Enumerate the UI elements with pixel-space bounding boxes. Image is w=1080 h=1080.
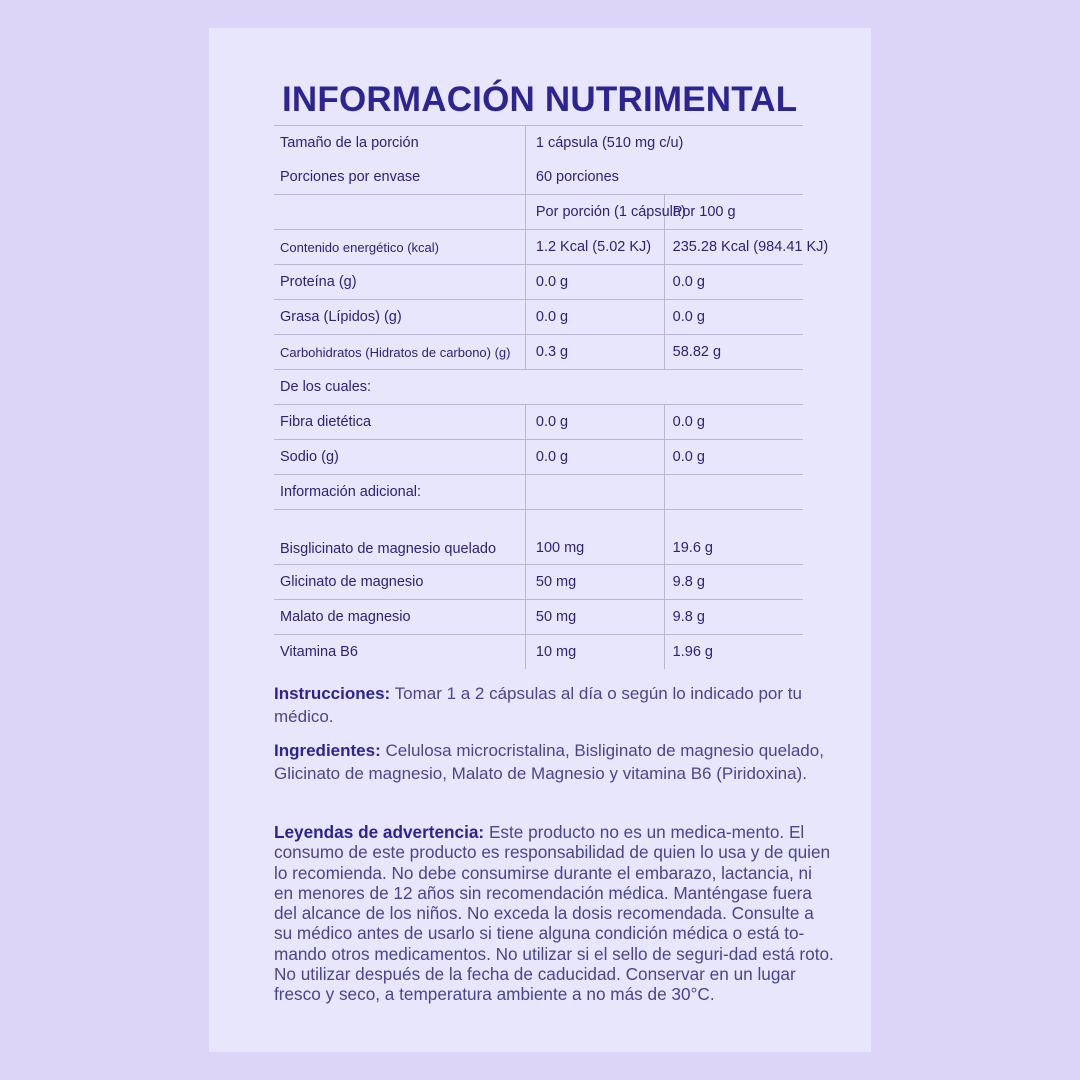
row-per-serving: 0.0 g: [525, 300, 664, 335]
table-row: [274, 510, 803, 565]
table-row: [274, 440, 803, 475]
table-row: [274, 475, 803, 510]
row-label: Fibra dietética: [274, 405, 525, 440]
serving-size-value: 1 cápsula (510 mg c/u): [525, 126, 803, 161]
table-row: [274, 405, 803, 440]
row-per-serving: 0.0 g: [525, 405, 664, 440]
table-row: [274, 300, 803, 335]
instructions-text: Tomar 1 a 2 cápsulas al día o según lo indicado por tu médico.: [274, 684, 802, 726]
row-label: Carbohidratos (Hidratos de carbono) (g): [274, 335, 525, 370]
row-per-serving: 100 mg: [525, 510, 664, 565]
table-row: [274, 160, 803, 195]
additional-info-label: Información adicional:: [274, 475, 525, 510]
row-label: Sodio (g): [274, 440, 525, 475]
table-row: [274, 265, 803, 300]
ingredients-paragraph: [274, 739, 834, 785]
row-per-serving: 0.3 g: [525, 335, 664, 370]
row-label: Malato de magnesio: [274, 600, 525, 635]
row-label: Grasa (Lípidos) (g): [274, 300, 525, 335]
table-row: [274, 230, 803, 265]
column-header-per-100g: Por 100 g: [664, 195, 803, 230]
nutrition-table: [274, 125, 829, 669]
table-row: [274, 370, 803, 405]
table-header-empty: [274, 195, 525, 230]
row-per-100g: 19.6 g: [664, 510, 803, 565]
ingredients-label: Ingredientes:: [274, 741, 381, 760]
table-row: [274, 635, 803, 670]
empty-cell: [664, 475, 803, 510]
row-per-100g: 0.0 g: [664, 440, 803, 475]
instructions-paragraph: [274, 682, 834, 728]
warnings-label: Leyendas de advertencia:: [274, 822, 485, 842]
row-per-serving: 10 mg: [525, 635, 664, 670]
serving-size-label: Tamaño de la porción: [274, 126, 525, 161]
row-per-100g: 0.0 g: [664, 265, 803, 300]
row-label: Contenido energético (kcal): [274, 230, 525, 265]
servings-per-container-label: Porciones por envase: [280, 169, 421, 185]
row-per-serving: 1.2 Kcal (5.02 KJ): [525, 230, 664, 265]
table-row: [274, 335, 803, 370]
warnings-text: Este producto no es un medica-mento. El consumo de este producto es responsabilidad de quien lo usa y de quien lo recomienda. No debe consumirse durante el embarazo, lactancia, ni en menores de 12 años sin recomendación médica. Manténgase fuera del alcance de los niños. No exceda la dosis recomendada. Consulte a su médico antes de usarlo si tiene alguna condición médica o está to-mando otros medicamentos. No utilizar si el sello de seguri-dad está roto. No utilizar después de la fecha de caducidad. Conservar en un lugar fresco y seco, a temperatura ambiente a no más de 30°C.: [274, 822, 834, 1005]
row-per-100g: 0.0 g: [664, 300, 803, 335]
row-per-100g: 9.8 g: [664, 565, 803, 600]
row-per-serving: 50 mg: [525, 600, 664, 635]
row-label: Proteína (g): [274, 265, 525, 300]
servings-per-container-value: 60 porciones: [525, 160, 803, 195]
ingredients-text: Celulosa microcristalina, Bisliginato de magnesio quelado, Glicinato de magnesio, Malato de Magnesio y vitamina B6 (Piridoxina).: [274, 741, 824, 783]
table-header-row: [274, 195, 803, 230]
empty-cell: [525, 475, 664, 510]
instructions-label: Instrucciones:: [274, 684, 391, 703]
row-per-100g: 0.0 g: [664, 405, 803, 440]
page-title: INFORMACIÓN NUTRIMENTAL: [282, 80, 798, 119]
row-per-serving: 0.0 g: [525, 440, 664, 475]
of-which-label: De los cuales:: [274, 370, 803, 405]
row-label: Bisglicinato de magnesio quelado: [274, 510, 525, 565]
row-per-100g: 58.82 g: [664, 335, 803, 370]
table-row: [274, 600, 803, 635]
row-per-serving: 50 mg: [525, 565, 664, 600]
row-per-100g: 9.8 g: [664, 600, 803, 635]
row-label: Vitamina B6: [274, 635, 525, 670]
warnings-paragraph: [274, 822, 834, 1005]
column-header-per-serving: Por porción (1 cápsula): [525, 195, 664, 230]
row-per-serving: 0.0 g: [525, 265, 664, 300]
row-label: Glicinato de magnesio: [274, 565, 525, 600]
row-per-100g: 1.96 g: [664, 635, 803, 670]
table-row: [274, 565, 803, 600]
table-row: [274, 126, 803, 161]
row-per-100g: 235.28 Kcal (984.41 KJ): [664, 230, 803, 265]
